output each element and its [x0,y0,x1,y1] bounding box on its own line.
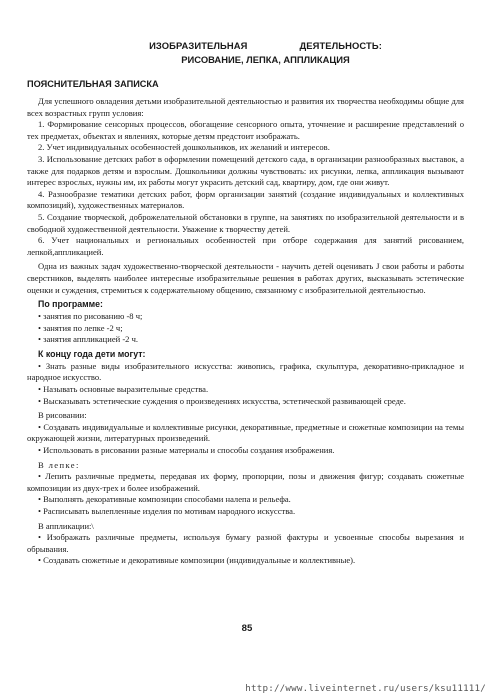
modeling-heading: В лепке: [38,459,80,470]
condition-1: 1. Формирование сенсорных процессов, обогащение сенсорного опыта, уточнение и расширение представлений о тех предметах, объектах и явлениях, которые детям предстоит изображать. [27,119,464,141]
section-heading: ПОЯСНИТЕЛЬНАЯ ЗАПИСКА [27,79,159,89]
year-end-item: • Называть основные выразительные средства. [38,384,209,395]
task-paragraph: Одна из важных задач художественно-творческой деятельности - научить детей оценивать J свои работы и работы сверстников, выделять наиболее интересные изобразительные решения в работах других, высказывать эстетические оценки и суждения, стремиться к содержательному общению, связанному с изобразительной деятельностью. [27,261,464,295]
source-watermark: http://www.liveinternet.ru/users/ksu11111/ [245,683,486,694]
year-end-item: • Высказывать эстетические суждения о произведениях искусства, эстетической развивающей среде. [38,395,406,406]
page-number: 85 [241,623,253,634]
condition-4: 4. Разнообразие тематики детских работ, форм организации занятий (создание индивидуальных и коллективных композиций), художественных материалов. [27,188,464,211]
condition-5: 5. Создание творческой, доброжелательной обстановки в группе, на занятиях по изобразительной деятельности и в свободной художественной деятельности. Уважение к творчеству детей. [27,211,464,234]
drawing-item: • Использовать в рисовании разные материалы и способы создания изображения. [38,445,335,456]
drawing-heading: В рисовании: [38,410,87,421]
applique-heading: В аппликации:\ [38,520,94,531]
modeling-item: • Расписывать вылепленные изделия по мотивам народного искусства. [38,506,296,516]
title-line [67,40,464,51]
title-right: ДЕЯТЕЛЬНОСТЬ: [299,40,382,51]
year-end-heading: К концу года дети могут: [38,348,146,359]
title-left: ИЗОБРАЗИТЕЛЬНАЯ [149,40,248,51]
condition-6: 6. Учет национальных и региональных особенностей при отборе содержания для занятий рисованием, лепкой,аппликацией. [27,235,464,257]
program-item: • занятия по лепке -2 ч; [38,322,123,333]
program-heading: По программе: [38,299,103,310]
program-item: • занятия аппликацией -2 ч. [38,334,139,345]
page-subtitle: РИСОВАНИЕ, ЛЕПКА, АППЛИКАЦИЯ [181,54,350,65]
intro-paragraph: Для успешного овладения детьми изобразительной деятельностью и развития их творчества необходимы общие для всех возрастных групп условия: [27,96,464,118]
condition-2: 2. Учет индивидуальных особенностей дошкольников, их желаний и интересов. [38,142,330,153]
applique-item: • Создавать сюжетные и декоративные композиции (индивидуальные и коллективные). [38,555,356,566]
condition-3: 3. Использование детских работ в оформлении помещений детского сада, в организации разнообразных выставок, а также для подарков детям и взрослым. Дошкольники должны чувствовать: их рисунки, лепка, аппликация вызывают интерес взрослых, нужны им, их работы могут украсить детский сад, квартиру, дом, где они живут. [27,153,464,188]
year-end-item: • Знать разные виды изобразительного искусства: живопись, графика, скульптура, декоративно-прикладное и народное искусство. [27,360,464,383]
drawing-item: • Создавать индивидуальные и коллективные рисунки, декоративные, предметные и сюжетные композиции на темы окружающей жизни, литературных произведений. [27,421,464,444]
program-item: • занятия по рисованию -8 ч; [38,311,143,322]
modeling-item: • Лепить различные предметы, передавая их форму, пропорции, позы и движения фигур; создавать сюжетные композиции из двух-трех и более изображений. [27,471,464,493]
modeling-item: • Выполнять декоративные композиции способами налепа и рельефа. [38,494,291,505]
applique-item: • Изображать различные предметы, используя бумагу разной фактуры и усвоенные способы вырезания и обрывания. [27,532,464,554]
